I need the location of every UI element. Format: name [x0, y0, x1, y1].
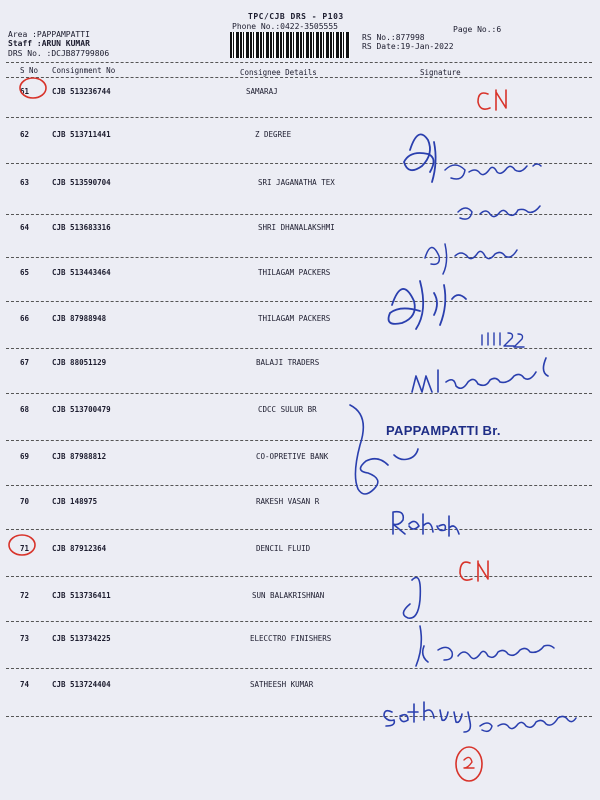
signature-64 [425, 244, 517, 274]
page-number: Page No.:6 [453, 25, 502, 34]
branch-stamp: PAPPAMPATTI Br. [386, 423, 501, 438]
col-consignment: Consignment No [52, 66, 116, 75]
drs-number: DRS No. :DCJB87799806 [8, 49, 110, 58]
signature-67 [412, 358, 548, 392]
row-consignment-no: CJB 87988812 [52, 452, 107, 461]
staff-label: Staff :ARUN KUMAR [8, 39, 90, 48]
row-sno: 64 [20, 223, 30, 232]
row-consignment-no: CJB 513443464 [52, 268, 111, 277]
signature-63 [445, 164, 541, 179]
row-consignment-no: CJB 148975 [52, 497, 98, 506]
document-title: TPC/CJB DRS - P103 [248, 12, 344, 21]
col-sno: S No [20, 66, 39, 75]
row-sno: 70 [20, 497, 30, 506]
signature-74b [480, 716, 576, 731]
row-sno: 67 [20, 358, 30, 367]
signature-72 [403, 578, 428, 667]
row-consignee: SAMARAJ [246, 87, 278, 96]
area-label: Area :PAPPAMPATTI [8, 30, 90, 39]
row-consignee: THILAGAM PACKERS [258, 314, 331, 323]
red-circle-mark-bottom [456, 747, 482, 781]
row-consignee: RAKESH VASAN R [256, 497, 320, 506]
signature-65 [389, 281, 467, 329]
row-sno: 69 [20, 452, 30, 461]
row-consignee: CO-OPRETIVE BANK [256, 452, 329, 461]
row-consignment-no: CJB 513590704 [52, 178, 111, 187]
cn-mark-1 [478, 90, 506, 110]
row-consignee: SHRI DHANALAKSHMI [258, 223, 335, 232]
red-scribble-bottom [464, 757, 474, 768]
row-sno: 66 [20, 314, 30, 323]
signature-70 [393, 512, 459, 536]
col-signature: Signature [420, 68, 461, 77]
row-sno: 62 [20, 130, 30, 139]
row-sno: 68 [20, 405, 30, 414]
date-ink-66 [482, 333, 524, 347]
row-sno: 72 [20, 591, 30, 600]
row-consignment-no: CJB 513734225 [52, 634, 111, 643]
row-consignment-no: CJB 513724404 [52, 680, 111, 689]
row-sno: 63 [20, 178, 30, 187]
row-consignee: THILAGAM PACKERS [258, 268, 331, 277]
row-consignment-no: CJB 513700479 [52, 405, 111, 414]
phone-number: Phone No.:0422-3505555 [232, 22, 338, 31]
signature-62 [404, 134, 436, 182]
signature-73 [438, 645, 554, 660]
red-circle-mark-61 [20, 78, 46, 98]
row-sno: 73 [20, 634, 30, 643]
row-consignment-no: CJB 87912364 [52, 544, 107, 553]
signature-74 [384, 702, 470, 732]
row-consignee: SUN BALAKRISHNAN [252, 591, 325, 600]
row-consignment-no: CJB 87988948 [52, 314, 107, 323]
row-consignee: BALAJI TRADERS [256, 358, 320, 367]
row-consignee: SATHEESH KUMAR [250, 680, 314, 689]
row-consignee: Z DEGREE [255, 130, 292, 139]
cn-mark-2 [460, 561, 488, 581]
red-circle-mark-71 [9, 535, 35, 555]
row-consignment-no: CJB 513236744 [52, 87, 111, 96]
row-sno: 71 [20, 544, 30, 553]
row-consignment-no: CJB 513683316 [52, 223, 111, 232]
row-sno: 74 [20, 680, 30, 689]
col-consignee: Consignee Details [240, 68, 317, 77]
signature-63b [458, 206, 540, 219]
row-consignee: ELECCTRO FINISHERS [250, 634, 332, 643]
row-consignment-no: CJB 513736411 [52, 591, 111, 600]
rs-number: RS No.:877998 [362, 33, 425, 42]
row-consignee: CDCC SULUR BR [258, 405, 317, 414]
rs-date: RS Date:19-Jan-2022 [362, 42, 454, 51]
row-consignee: DENCIL FLUID [256, 544, 311, 553]
row-consignment-no: CJB 513711441 [52, 130, 111, 139]
row-consignment-no: CJB 88051129 [52, 358, 107, 367]
signature-69 [350, 405, 418, 494]
row-sno: 65 [20, 268, 30, 277]
row-consignee: SRI JAGANATHA TEX [258, 178, 335, 187]
row-sno: 61 [20, 87, 30, 96]
